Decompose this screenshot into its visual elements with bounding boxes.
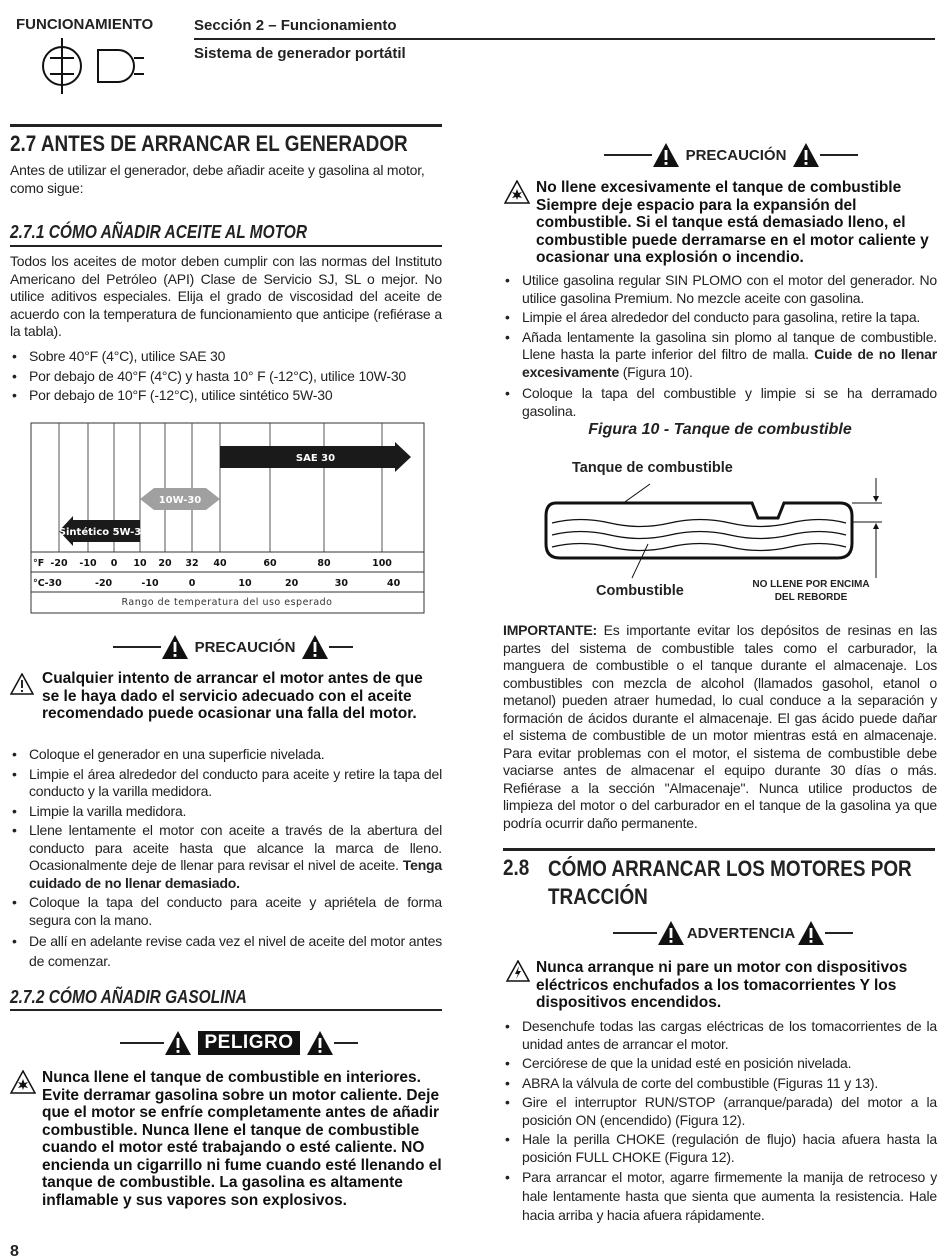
list-item: • Llene lentamente el motor con aceite a través de la abertura del conducto para aceite hasta que alcance la marca de lleno. Ocasionalmente deje de llenar para revisar el nivel de aceite. Tenga cuidado de no llenar demasiado. <box>10 822 442 892</box>
caution-label: PRECAUCIÓN <box>685 146 787 164</box>
list-item: • Sobre 40°F (4°C), utilice SAE 30 <box>10 348 442 366</box>
list-item: • Desenchufe todas las cargas eléctricas de los tomacorrientes de la unidad antes de arrancar el motor. <box>503 1018 937 1053</box>
section-heading-2-7: 2.7 ANTES DE ARRANCAR EL GENERADOR <box>10 131 408 156</box>
fig-tank-label: Tanque de combustible <box>572 460 733 476</box>
start-steps-list <box>503 1018 937 1227</box>
oil-bullet-list <box>10 348 442 407</box>
header-section-tag: FUNCIONAMIENTO <box>16 16 154 33</box>
explosion-hazard-icon <box>504 180 530 204</box>
list-item: • Hale la perilla CHOKE (regulación de flujo) hacia afuera hasta la posición FULL CHOKE (Figura 12). <box>503 1131 937 1166</box>
emphasis-text: Cuide de no llenar excesivamente <box>522 346 937 380</box>
danger-text: Nunca llene el tanque de combustible en interiores. Evite derramar gasolina sobre un motor caliente. Deje que el motor se enfríe completamente antes de añadir combustible. Nunca llene el tanque de combustible cuando el motor esté trabajando o esté caliente. NO encienda un cigarrillo ni fume cuando esté llenando el tanque de combustible. La gasolina es altamente inflamable y sus vapores son explosivos. <box>42 1069 442 1209</box>
c-tick-label: °C <box>33 578 45 589</box>
warning-triangle-icon <box>306 1030 334 1056</box>
fig-fill-note: NO LLENE POR ENCIMA DEL REBORDE <box>752 579 870 603</box>
c-tick-label: 40 <box>386 578 401 589</box>
subsection-heading-2-7-2: 2.7.2 CÓMO AÑADIR GASOLINA <box>10 987 247 1007</box>
f-tick-label: 40 <box>213 558 227 569</box>
caution-banner-right <box>598 142 864 168</box>
warning-triangle-icon <box>652 142 680 168</box>
f-tick-label: -10 <box>79 558 97 569</box>
important-label: IMPORTANTE: <box>503 622 597 638</box>
generator-symbol-icon <box>40 38 150 94</box>
list-item: • Limpie el área alrededor del conducto para aceite y retire la tapa del conducto y la varilla medidora. <box>10 766 442 801</box>
list-item: • Coloque la tapa del conducto para aceite y apriétela de forma segura con la mano. <box>10 894 442 929</box>
explosion-hazard-icon <box>10 1070 36 1094</box>
f-tick-label: 20 <box>158 558 172 569</box>
oil-steps-list <box>10 746 442 973</box>
f-tick-label: 60 <box>263 558 277 569</box>
oil-range-label: SAE 30 <box>295 453 336 464</box>
list-item: • De allí en adelante revise cada vez el nivel de aceite del motor antes de comenzar. <box>10 931 442 971</box>
f-tick-label: °F <box>33 558 45 569</box>
intro-paragraph: Antes de utilizar el generador, debe añadir aceite y gasolina al motor, como sigue: <box>10 162 425 196</box>
list-item: • Coloque la tapa del combustible y limpie si se ha derramado gasolina. <box>503 385 937 420</box>
danger-banner <box>112 1030 366 1056</box>
f-tick-label: 80 <box>317 558 331 569</box>
c-tick-label: 0 <box>188 578 196 589</box>
subsection-rule <box>10 1009 442 1011</box>
oil-viscosity-chart <box>30 422 425 614</box>
caution-label: PRECAUCIÓN <box>194 638 296 656</box>
warning-text: Nunca arranque ni pare un motor con dispositivos eléctricos enchufados a los tomacorrientes Y los dispositivos encendidos. <box>536 959 908 1011</box>
c-tick-label: 20 <box>284 578 299 589</box>
oil-range-label: 10W-30 <box>158 495 202 506</box>
fuel-bullet-list <box>503 272 937 422</box>
c-tick-label: -30 <box>44 578 62 589</box>
warning-triangle-icon <box>797 920 825 946</box>
c-tick-label: 30 <box>334 578 349 589</box>
section-rule <box>503 848 935 851</box>
warning-triangle-icon <box>657 920 685 946</box>
danger-label: PELIGRO <box>198 1031 299 1055</box>
list-item: • Añada lentamente la gasolina sin plomo al tanque de combustible. Llene hasta la parte inferior del filtro de malla. Cuide de no llenar excesivamente (Figura 10). <box>503 329 937 382</box>
f-tick-label: 32 <box>185 558 199 569</box>
warning-triangle-icon <box>161 634 189 660</box>
header-divider <box>194 38 935 40</box>
c-tick-label: -10 <box>141 578 159 589</box>
list-item: • Coloque el generador en una superficie nivelada. <box>10 746 442 764</box>
c-tick-label: -20 <box>95 578 113 589</box>
section-heading-2-8: CÓMO ARRANCAR LOS MOTORES POR TRACCIÓN <box>548 856 912 909</box>
emphasis-text: Tenga cuidado de no llenar demasiado. <box>29 857 442 891</box>
caution-banner-left <box>108 634 358 660</box>
page-number: 8 <box>10 1243 19 1260</box>
oil-paragraph: Todos los aceites de motor deben cumplir con las normas del Instituto Americano del Petróleo (API) Clase de Servicio SJ, SL o mejor. No utilice aditivos especiales. Elija el grado de viscosidad del aceite de acuerdo con la temperatura de funcionamiento que anticipe (refiérase a la tabla). <box>10 253 442 339</box>
warning-label: ADVERTENCIA <box>686 924 796 942</box>
f-tick-label: -20 <box>50 558 68 569</box>
warning-banner <box>608 920 858 946</box>
list-item: • Gire el interruptor RUN/STOP (arranque/parada) del motor a la posición ON (encendido) (Figura 12). <box>503 1094 937 1129</box>
fuel-tank-diagram <box>540 478 890 588</box>
f-tick-label: 0 <box>110 558 118 569</box>
header-section-title: Sección 2 – Funcionamiento <box>194 17 397 34</box>
list-item: • Cerciórese de que la unidad esté en posición nivelada. <box>503 1055 937 1073</box>
warning-triangle-icon <box>301 634 329 660</box>
subsection-rule <box>10 245 442 247</box>
list-item: • Utilice gasolina regular SIN PLOMO con el motor del generador. No utilice gasolina Premium. No mezcle aceite con gasolina. <box>503 272 937 307</box>
f-tick-label: 10 <box>133 558 147 569</box>
list-item: • Por debajo de 40°F (4°C) y hasta 10° F (-12°C), utilice 10W-30 <box>10 368 442 386</box>
list-item: • ABRA la válvula de corte del combustible (Figuras 11 y 13). <box>503 1075 937 1093</box>
list-item: • Limpie el área alrededor del conducto para gasolina, retire la tapa. <box>503 309 937 327</box>
list-item: • Por debajo de 10°F (-12°C), utilice sintético 5W-30 <box>10 387 442 405</box>
oil-range-label: Sintético 5W-30 <box>58 527 149 538</box>
list-item: • Limpie la varilla medidora. <box>10 803 442 821</box>
f-tick-label: 100 <box>372 558 392 569</box>
subsection-heading-2-7-1: 2.7.1 CÓMO AÑADIR ACEITE AL MOTOR <box>10 222 308 242</box>
caution-text-right: No llene excesivamente el tanque de combustible Siempre deje espacio para la expansión del combustible. Si el tanque está demasiado lleno, el combustible puede derramarse en el motor caliente y ocasionar una explosión o incendio. <box>536 179 929 266</box>
x-axis-label: Rango de temperatura del uso esperado <box>121 597 333 608</box>
figure-10-caption: Figura 10 - Tanque de combustible <box>588 421 852 438</box>
fig-fuel-label: Combustible <box>596 583 684 599</box>
section-rule <box>10 124 442 127</box>
warning-triangle-icon <box>164 1030 192 1056</box>
header-subtitle: Sistema de generador portátil <box>194 45 406 62</box>
caution-text-left: Cualquier intento de arrancar el motor antes de que se le haya dado el servicio adecuado con el aceite recomendado puede ocasionar una falla del motor. <box>42 670 423 722</box>
electric-shock-icon <box>506 960 530 982</box>
c-tick-label: 10 <box>238 578 252 589</box>
list-item: • Para arrancar el motor, agarre firmemente la manija de retroceso y hale lentamente hasta que sienta que aumenta la resistencia. Hale hacia arriba y hacia afuera rápidamente. <box>503 1168 937 1225</box>
important-paragraph: IMPORTANTE: Es importante evitar los depósitos de resinas en las partes del sistema de combustible tales como el carburador, la manguera de combustible o el tanque durante el almacenaje. Los combustibles con mezcla de alcohol (llamados gasohol, etanol o metanol) pueden atraer humedad, lo cual conduce a la separación y formación de ácidos durante el almacenaje. El gas ácido puede dañar el sistema de combustible de un motor mientras está en almacenaje. Para evitar problemas con el motor, el sistema de combustible debe vaciarse antes de almacenar el equipo durante 30 días o más. Refiérase a la sección "Almacenaje". Nunca utilice productos de limpieza del motor o del carburador en el tanque de la gasolina ya que podría ocurrir daño permanente. <box>503 622 937 831</box>
alert-outline-icon <box>10 673 34 695</box>
section-heading-2-8-number: 2.8 <box>503 855 530 880</box>
warning-triangle-icon <box>792 142 820 168</box>
